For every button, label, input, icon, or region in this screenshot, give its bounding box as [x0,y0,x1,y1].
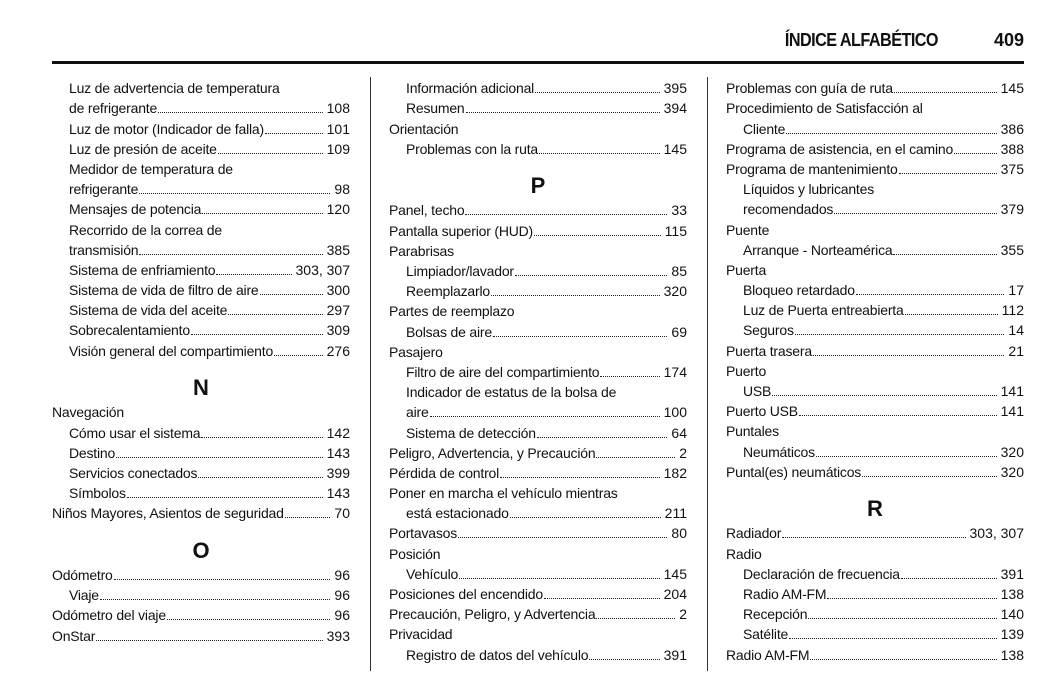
dot-leader [100,599,331,600]
entry-text: Declaración de frecuencia [743,565,900,582]
dot-leader [786,133,996,134]
entry-page-number: 70 [334,505,350,522]
index-entry [52,421,350,441]
entry-page-number: 2 [679,606,687,623]
index-entry [726,319,1024,339]
entry-page-number: 96 [334,587,350,604]
letter-heading: O [192,537,210,563]
entry-text: Radio AM-FM [726,646,810,663]
index-entry [726,360,1024,380]
entry-text: Seguros [743,322,794,339]
entry-text: Parabrisas [389,242,454,259]
index-entry [726,420,1024,440]
index-entry [726,279,1024,299]
dot-leader [596,457,675,458]
entry-text: Recorrido de la correa de [69,221,222,238]
entry-text: Símbolos [69,485,126,502]
entry-text: está estacionado [406,505,509,522]
entry-text: Vehículo [406,565,459,582]
entry-page-number: 112 [1001,302,1024,319]
entry-text: aire [406,404,429,421]
entry-text: Luz de advertencia de temperatura [69,80,280,97]
entry-page-number: 375 [1000,160,1024,177]
dot-leader [856,294,1005,295]
index-entry [389,320,687,340]
index-entry [726,198,1024,218]
dot-leader [772,395,996,396]
dot-leader [216,274,291,275]
entry-page-number: 174 [663,363,687,380]
index-entry [389,199,687,219]
entry-text: Resumen [406,100,465,117]
index-entry [726,583,1024,603]
entry-page-number: 139 [1000,626,1024,643]
letter-heading: P [530,173,546,199]
index-entry [726,259,1024,279]
entry-page-number: 145 [663,140,687,157]
entry-text: Reemplazarlo [406,283,490,300]
entry-page-number: 80 [671,525,687,542]
page-number: 409 [993,30,1024,50]
dot-leader [202,213,322,214]
entry-text: USB [743,383,772,399]
entry-page-number: 355 [1000,241,1024,258]
entry-text: Luz de presión de aceite [69,140,217,157]
entry-page-number: 96 [334,607,350,624]
entry-text: Portavasos [389,525,458,542]
index-entry [389,240,687,260]
index-entry [52,77,350,97]
dot-leader [167,619,331,620]
index-entry [726,542,1024,562]
entry-text: Pérdida de control [389,464,500,481]
index-entry [389,643,687,663]
dot-leader [500,477,660,478]
dot-leader [139,193,330,194]
entry-text: Medidor de temperatura de [69,160,233,177]
dot-leader [285,517,331,518]
entry-text: Problemas con la ruta [406,140,538,157]
index-entry [726,138,1024,158]
index-entry [52,462,350,482]
index-entry [389,421,687,441]
entry-text: Panel, techo [389,202,465,219]
index-entry [389,77,687,97]
dot-leader [544,598,660,599]
index-entry [52,259,350,279]
dot-leader [827,598,996,599]
dot-leader [201,437,322,438]
index-entry [52,339,350,359]
dot-leader [539,153,660,154]
index-entry [389,341,687,361]
entry-text: Odómetro [52,566,113,583]
index-entry [726,400,1024,420]
entry-text: Sistema de vida del aceite [69,302,228,319]
dot-leader [96,640,322,641]
entry-text: Privacidad [389,626,453,643]
entry-text: Bolsas de aire [406,323,492,340]
index-entry [726,218,1024,238]
index-entry [726,97,1024,117]
entry-page-number: 276 [326,342,350,359]
entry-text: Programa de mantenimiento [726,160,898,177]
entry-page-number: 391 [663,646,687,663]
index-entry [389,280,687,300]
entry-text: Puntal(es) neumáticos [726,463,862,480]
entry-page-number: 386 [1000,120,1024,137]
dot-leader [534,235,661,236]
entry-text: Puerto [726,362,767,379]
dot-leader [127,497,323,498]
entry-text: Luz de motor (Indicador de falla) [69,120,264,137]
index-entry [52,624,350,644]
index-entry [52,97,350,117]
entry-text: Niños Mayores, Asientos de seguridad [52,505,284,522]
index-entry [726,380,1024,400]
entry-text: Partes de reemplazo [389,303,515,320]
entry-page-number: 64 [671,424,687,441]
entry-page-number: 145 [1000,80,1024,97]
index-entry [726,623,1024,643]
entry-page-number: 143 [326,444,350,461]
entry-page-number: 100 [663,404,687,421]
index-entry [52,299,350,319]
index-entry [52,138,350,158]
index-entry [389,522,687,542]
index-column-1 [52,77,350,645]
entry-text: Neumáticos [743,443,815,460]
index-entry [52,482,350,502]
dot-leader [789,638,997,639]
index-entry [52,117,350,137]
entry-text: Destino [69,444,116,461]
dot-leader [265,133,323,134]
entry-page-number: 211 [664,505,687,522]
dot-leader [954,153,997,154]
entry-text: Bloqueo retardado [743,282,855,299]
index-entry [389,462,687,482]
entry-text: Líquidos y lubricantes [743,181,875,198]
column-divider [370,77,371,671]
entry-page-number: 143 [326,485,350,502]
index-entry [52,442,350,462]
index-column-3 [726,77,1024,664]
dot-leader [491,295,660,296]
entry-page-number: 33 [671,202,687,219]
dot-leader [260,294,323,295]
index-entry [389,117,687,137]
dot-leader [274,355,323,356]
entry-text: Precaución, Peligro, y Advertencia [389,606,596,623]
entry-text: Arranque - Norteamérica [743,241,893,258]
entry-text: Filtro de aire del compartimiento [406,363,600,380]
letter-heading: N [193,375,209,401]
entry-page-number: 85 [671,263,687,279]
index-entry [389,381,687,401]
entry-text: Pantalla superior (HUD) [389,222,534,239]
entry-page-number: 138 [1000,586,1024,602]
index-entry [389,442,687,462]
dot-leader [808,618,996,619]
entry-text: Limpiador/lavador [406,263,514,279]
index-entry [726,117,1024,137]
entry-page-number: 182 [663,464,687,481]
entry-page-number: 109 [326,140,350,157]
entry-text: Navegación [52,404,124,421]
dot-leader [589,659,659,660]
entry-text: Cómo usar el sistema [69,424,201,441]
dot-leader [158,112,323,113]
index-entry [52,158,350,178]
index-entry [726,178,1024,198]
index-entry [389,97,687,117]
index-entry [726,239,1024,259]
dot-leader [782,537,965,538]
index-entry [389,623,687,643]
dot-leader [458,537,667,538]
index-entry [389,482,687,502]
index-entry [52,198,350,218]
dot-leader [893,254,996,255]
entry-text: Visión general del compartimiento [69,342,274,359]
entry-page-number: 303, 307 [969,525,1024,542]
entry-text: Radio [726,545,762,562]
entry-page-number: 120 [326,201,350,218]
entry-page-number: 300 [326,282,350,299]
index-entry [726,522,1024,542]
entry-page-number: 108 [326,100,350,117]
index-entry [389,300,687,320]
entry-page-number: 393 [326,627,350,644]
entry-page-number: 21 [1008,342,1024,359]
entry-page-number: 399 [326,464,350,481]
entry-text: Satélite [743,626,789,643]
entry-text: Peligro, Advertencia, y Precaución [389,444,596,461]
dot-leader [600,376,659,377]
entry-text: Programa de asistencia, en el camino [726,140,954,157]
dot-leader [905,314,998,315]
index-entry [389,361,687,381]
column-divider [707,77,708,671]
index-entry [52,584,350,604]
dot-leader [816,456,997,457]
entry-page-number: 69 [671,323,687,340]
dot-leader [198,477,322,478]
index-entry [389,583,687,603]
entry-page-number: 14 [1008,322,1024,339]
entry-page-number: 320 [663,283,687,300]
entry-page-number: 320 [1000,463,1024,480]
dot-leader [810,659,996,660]
index-entry [726,299,1024,319]
dot-leader [515,275,668,276]
entry-text: Información adicional [406,80,535,97]
entry-text: Radio AM-FM [743,586,827,602]
index-entry [726,461,1024,481]
entry-text: Puente [726,221,770,238]
index-entry [389,260,687,280]
index-entry [52,218,350,238]
entry-text: OnStar [52,627,96,644]
entry-text: Posición [389,545,441,562]
entry-page-number: 115 [664,222,687,239]
index-entry [389,542,687,562]
entry-page-number: 385 [326,241,350,258]
dot-leader [799,415,997,416]
entry-page-number: 379 [1000,201,1024,218]
entry-text: Posiciones del encendido [389,586,543,602]
entry-text: Viaje [69,587,99,604]
entry-text: Sistema de vida de filtro de aire [69,282,259,299]
dot-leader [430,416,660,417]
entry-text: Sobrecalentamiento [69,322,190,339]
dot-leader [894,92,997,93]
dot-leader [901,578,997,579]
entry-text: Registro de datos del vehículo [406,646,589,663]
entry-text: Puerta [726,261,767,278]
index-entry [726,563,1024,583]
index-entry [726,158,1024,178]
entry-text: Mensajes de potencia [69,201,202,218]
entry-text: Puerto USB [726,403,798,420]
entry-text: transmisión [69,241,139,258]
dot-leader [465,214,667,215]
entry-page-number: 395 [663,80,687,97]
entry-page-number: 142 [326,424,350,441]
dot-leader [813,355,1005,356]
index-entry [52,564,350,584]
entry-text: refrigerante [69,181,139,198]
header-rule [52,61,1024,64]
dot-leader [537,437,668,438]
entry-text: Recepción [743,606,808,623]
entry-page-number: 17 [1008,282,1024,299]
index-entry [389,401,687,421]
index-entry [389,219,687,239]
entry-text: Puerta trasera [726,342,812,359]
entry-text: Pasajero [389,343,443,360]
entry-text: Orientación [389,120,459,137]
entry-text: Indicador de estatus de la bolsa de [406,384,617,401]
entry-text: Radiador [726,525,782,542]
entry-page-number: 2 [679,444,687,461]
entry-page-number: 141 [1000,383,1024,399]
entry-text: Procedimiento de Satisfacción al [726,100,923,117]
dot-leader [862,476,997,477]
index-column-2 [389,77,687,664]
entry-page-number: 297 [326,302,350,319]
entry-page-number: 96 [334,566,350,583]
dot-leader [228,314,322,315]
index-entry [389,138,687,158]
entry-page-number: 204 [663,586,687,602]
entry-text: Poner en marcha el vehículo mientras [389,485,618,502]
dot-leader [493,336,668,337]
dot-leader [114,579,331,580]
dot-leader [459,578,660,579]
entry-page-number: 141 [1000,403,1024,420]
entry-text: Sistema de detección [406,424,536,441]
dot-leader [191,334,323,335]
entry-page-number: 391 [1000,565,1024,582]
index-entry [726,77,1024,97]
entry-page-number: 320 [1000,443,1024,460]
index-entry [52,279,350,299]
index-entry [52,239,350,259]
dot-leader [510,517,661,518]
entry-text: recomendados [743,201,834,218]
entry-text: de refrigerante [69,100,158,117]
index-entry [726,339,1024,359]
entry-text: Sistema de enfriamiento [69,261,216,278]
entry-text: Cliente [743,120,786,137]
index-entry [389,502,687,522]
dot-leader [535,92,660,93]
index-entry [726,643,1024,663]
index-entry [726,603,1024,623]
index-entry [52,178,350,198]
entry-page-number: 145 [663,565,687,582]
entry-text: Luz de Puerta entreabierta [743,302,904,319]
entry-page-number: 98 [334,181,350,198]
index-entry [52,604,350,624]
entry-page-number: 140 [1000,606,1024,623]
index-entry [726,440,1024,460]
section-title: ÍNDICE ALFABÉTICO [784,30,938,50]
dot-leader [466,112,660,113]
dot-leader [116,457,323,458]
entry-text: Puntales [726,423,779,440]
dot-leader [139,254,322,255]
letter-heading: R [867,496,883,522]
index-entry [389,603,687,623]
dot-leader [899,173,997,174]
entry-page-number: 303, 307 [295,261,350,278]
dot-leader [795,334,1005,335]
entry-page-number: 101 [326,120,350,137]
entry-page-number: 388 [1000,140,1024,157]
index-entry [52,319,350,339]
dot-leader [834,213,996,214]
entry-page-number: 309 [326,322,350,339]
entry-text: Servicios conectados [69,464,198,481]
entry-page-number: 138 [1000,646,1024,663]
dot-leader [596,618,675,619]
entry-text: Odómetro del viaje [52,607,166,624]
index-entry [389,563,687,583]
index-entry [52,502,350,522]
entry-text: Problemas con guía de ruta [726,80,893,97]
entry-page-number: 394 [663,100,687,117]
index-entry [52,401,350,421]
dot-leader [218,153,323,154]
